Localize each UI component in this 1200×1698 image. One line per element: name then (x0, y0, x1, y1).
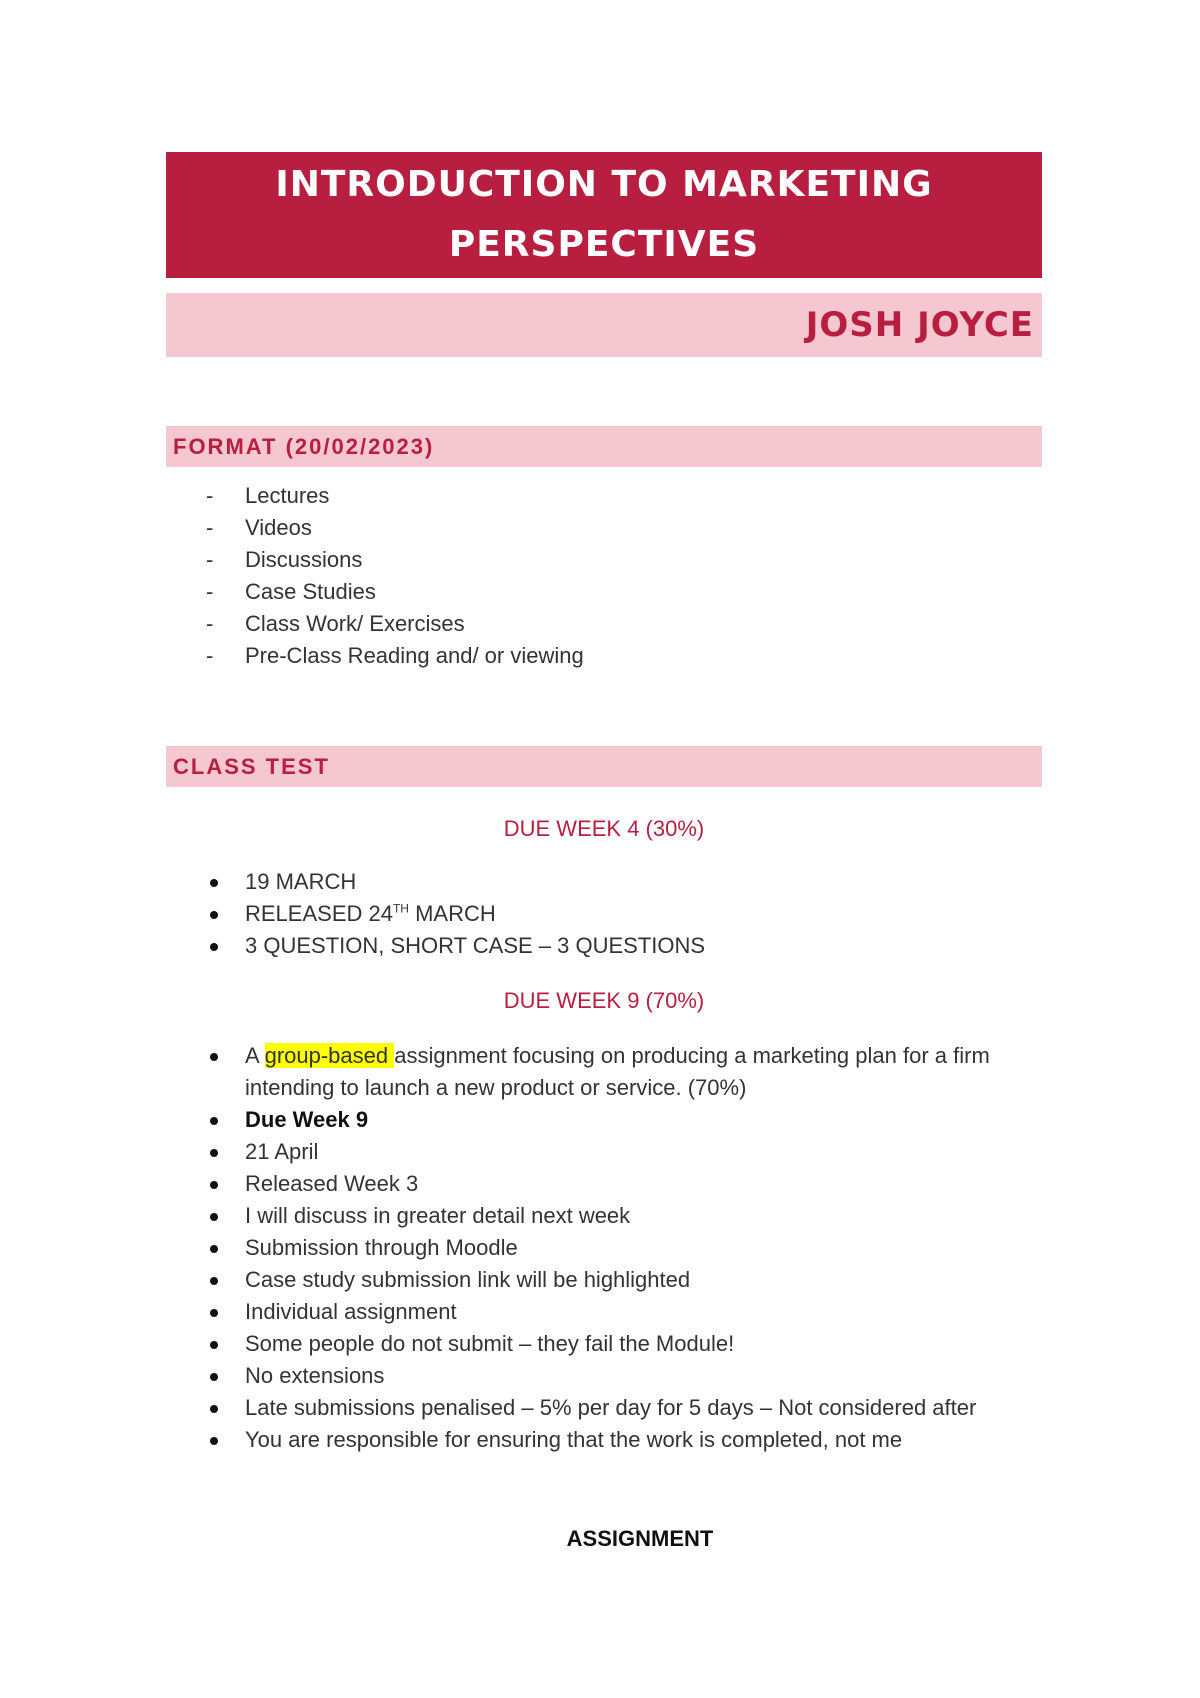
list-item: 21 April (166, 1136, 1042, 1168)
list-item: You are responsible for ensuring that the work is completed, not me (166, 1424, 1042, 1456)
title-line-1: INTRODUCTION TO MARKETING (275, 164, 933, 205)
list-item: - Class Work/ Exercises (166, 608, 1042, 640)
due-week-9-heading: DUE WEEK 9 (70%) (503, 988, 705, 1013)
format-list (166, 480, 1042, 672)
title-banner (166, 152, 1042, 278)
list-item: Released Week 3 (166, 1168, 1042, 1200)
format-section-header (166, 426, 1042, 467)
assignment-heading: ASSIGNMENT (566, 1526, 714, 1551)
highlighted-text: group-based (264, 1043, 395, 1068)
due-week-4-heading: DUE WEEK 4 (30%) (503, 816, 705, 841)
list-item: Individual assignment (166, 1296, 1042, 1328)
list-item: - Pre-Class Reading and/ or viewing (166, 640, 1042, 672)
list-item: - Videos (166, 512, 1042, 544)
list-item: I will discuss in greater detail next week (166, 1200, 1042, 1232)
item-text-rest: assignment focusing on producing a marketing plan for a firm intending to launch a new product or service. (70%) (245, 1043, 990, 1100)
list-item: Due Week 9 (166, 1104, 1042, 1136)
list-item: - Lectures (166, 480, 1042, 512)
list-item: - Discussions (166, 544, 1042, 576)
title-line-2: PERSPECTIVES (448, 224, 760, 265)
list-item: 3 QUESTION, SHORT CASE – 3 QUESTIONS (166, 930, 1042, 962)
class-test-heading: CLASS TEST (173, 753, 330, 779)
list-item (166, 898, 1042, 930)
due-week-4-list (166, 866, 1042, 962)
item-text-start: A (245, 1043, 265, 1068)
page-title (275, 155, 932, 275)
class-test-section-header (166, 746, 1042, 787)
released-date-text: RELEASED 24 (245, 901, 393, 926)
author-name: JOSH JOYCE (805, 305, 1034, 345)
list-item: No extensions (166, 1360, 1042, 1392)
list-item: Late submissions penalised – 5% per day for 5 days – Not considered after (166, 1392, 1042, 1424)
author-banner (166, 293, 1042, 357)
released-month-text: MARCH (408, 901, 496, 926)
list-item: - Case Studies (166, 576, 1042, 608)
list-item: Submission through Moodle (166, 1232, 1042, 1264)
list-item: Some people do not submit – they fail the Module! (166, 1328, 1042, 1360)
due-week-9-list (166, 1040, 1042, 1456)
list-item: Case study submission link will be highlighted (166, 1264, 1042, 1296)
format-heading: FORMAT (20/02/2023) (173, 433, 435, 459)
list-item (166, 1040, 1042, 1104)
ordinal-suffix: TH (392, 901, 409, 916)
list-item: 19 MARCH (166, 866, 1042, 898)
